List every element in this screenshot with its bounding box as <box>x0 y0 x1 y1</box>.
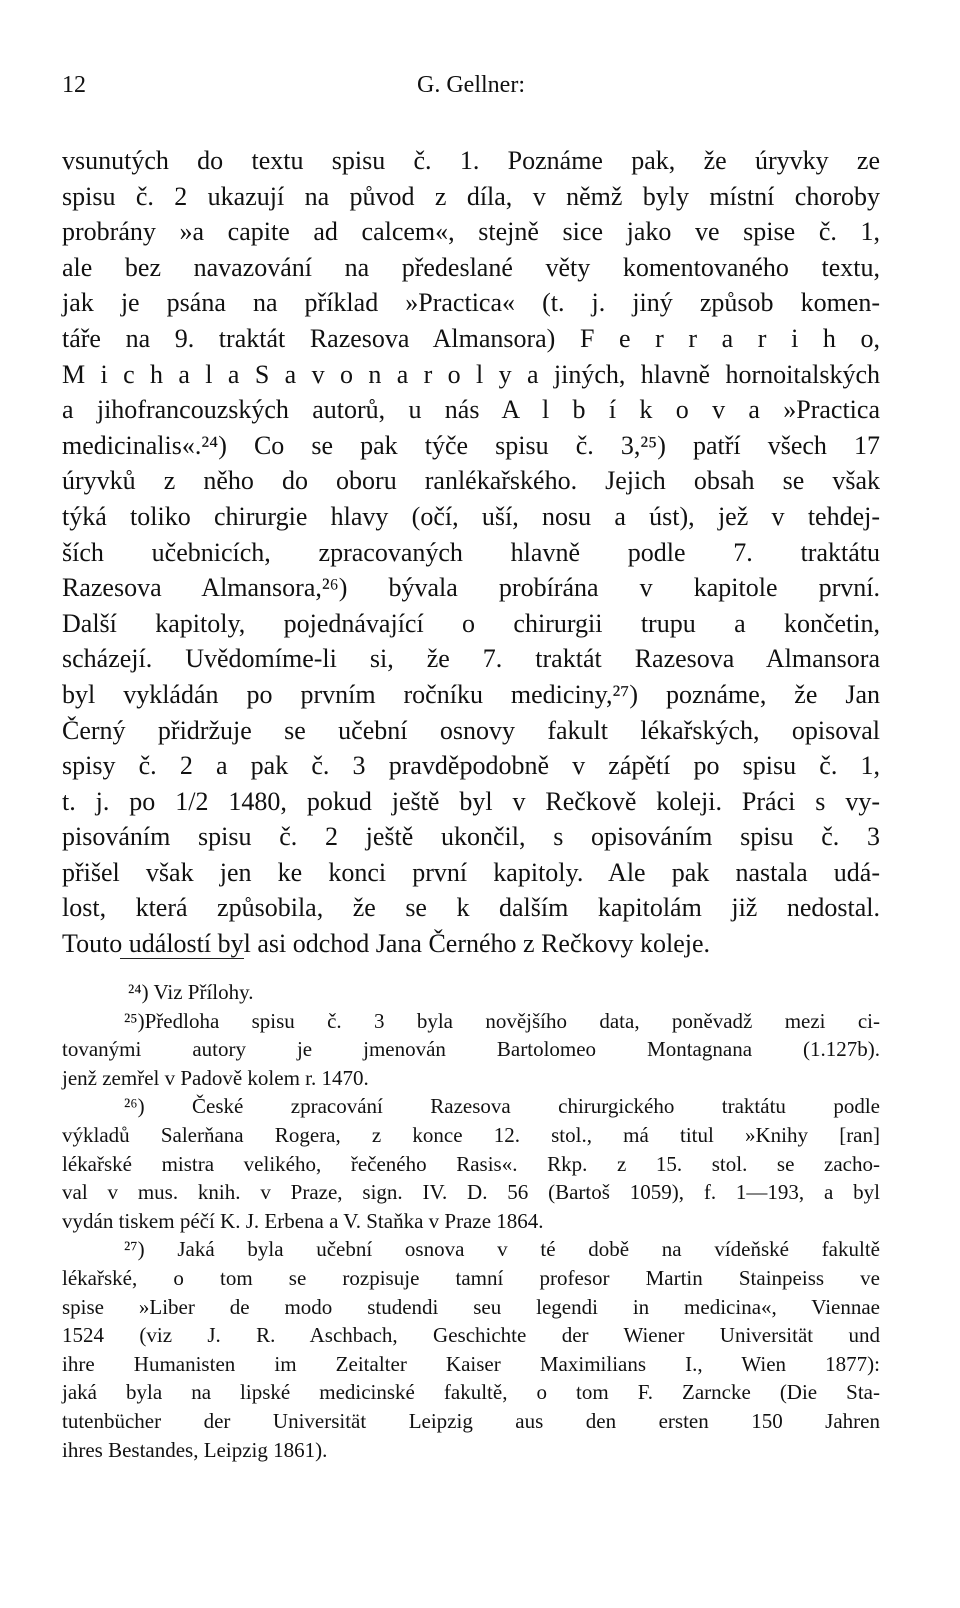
footnote-separator <box>120 958 244 959</box>
footnote-25 <box>62 1007 880 1093</box>
body-line: scházejí. Uvědomíme-li si, že 7. traktát Razesova Almansora <box>62 644 880 674</box>
footnote-line: val v mus. knih. v Praze, sign. IV. D. 56 (Bartoš 1059), f. 1—193, a byl <box>62 1180 880 1205</box>
footnote-line: ihre Humanisten im Zeitalter Kaiser Maximilians I., Wien 1877): <box>62 1351 880 1376</box>
body-line: probrány »a capite ad calcem«, stejně sice jako ve spise č. 1, <box>62 217 880 247</box>
body-line: vsunutých do textu spisu č. 1. Poznáme pak, že úryvky ze <box>62 146 880 175</box>
body-paragraph <box>62 143 880 962</box>
footnote-27 <box>62 1235 880 1464</box>
footnote-line: jenž zemřel v Padově kolem r. 1470. <box>62 1065 369 1090</box>
footnote-line: ²⁷) Jaká byla učební osnova v té době na vídeňské fakultě <box>124 1237 880 1262</box>
body-line: Černý přidržuje se učební osnovy fakult lékařských, opisoval <box>62 715 880 745</box>
body-line: spisu č. 2 ukazují na původ z díla, v němž byly místní choroby <box>62 181 880 211</box>
footnote-24 <box>62 978 880 1007</box>
footnotes <box>62 978 880 1464</box>
body-line: ších učebnicích, zpracovaných hlavně podle 7. traktátu <box>62 537 880 567</box>
body-line: Touto událostí byl asi odchod Jana Černého z Rečkovy koleje. <box>62 929 711 959</box>
footnote-26 <box>62 1092 880 1235</box>
body-line: Další kapitoly, pojednávající o chirurgii trupu a končetin, <box>62 608 880 638</box>
footnote-line: lékařské, o tom se rozpisuje tamní profesor Martin Stainpeiss ve <box>62 1265 880 1290</box>
body-line: pisováním spisu č. 2 ještě ukončil, s opisováním spisu č. 3 <box>62 822 880 852</box>
body-line: t. j. po 1/2 1480, pokud ještě byl v Rečkově koleji. Práci s vy- <box>62 786 880 816</box>
body-line: lost, která způsobila, že se k dalším kapitolám již nedostal. <box>62 893 880 923</box>
body-line: ale bez navazování na předeslané věty komentovaného textu, <box>62 252 880 282</box>
body-line: jak je psána na příklad »Practica« (t. j. jiný způsob komen- <box>62 288 880 318</box>
footnote-line: jaká byla na lipské medicinské fakultě, o tom F. Zarncke (Die Sta- <box>62 1380 880 1405</box>
body-line: medicinalis«.²⁴) Co se pak týče spisu č. 3,²⁵) patří všech 17 <box>62 430 880 460</box>
footnote-line: spise »Liber de modo studendi seu legendi in medicina«, Viennae <box>62 1294 880 1319</box>
footnote-line: ²⁵)Předloha spisu č. 3 byla novějšího data, poněvadž mezi ci- <box>124 1008 880 1033</box>
footnote-line: výkladů Salerňana Rogera, z konce 12. stol., má titul »Knihy [ran] <box>62 1122 880 1147</box>
footnote-line: ²⁶) České zpracování Razesova chirurgického traktátu podle <box>124 1094 880 1119</box>
body-line: přišel však jen ke konci první kapitoly. Ale pak nastala udá- <box>62 857 880 887</box>
body-line: spisy č. 2 a pak č. 3 pravděpodobně v zápětí po spisu č. 1, <box>62 751 880 781</box>
running-head: G. Gellner: <box>417 72 525 98</box>
footnote-line: tovanými autory je jmenován Bartolomeo Montagnana (1.127b). <box>62 1037 880 1062</box>
body-line: týká toliko chirurgie hlavy (očí, uší, nosu a úst), jež v tehdej- <box>62 501 880 531</box>
body-line: a jihofrancouzských autorů, u nás A l b í k o v a »Practica <box>62 395 880 425</box>
footnote-line: ²⁴) Viz Přílohy. <box>128 980 254 1004</box>
footnote-line: tutenbücher der Universität Leipzig aus den ersten 150 Jahren <box>62 1408 880 1433</box>
footnote-line: ihres Bestandes, Leipzig 1861). <box>62 1437 328 1462</box>
body-line: M i c h a l a S a v o n a r o l y a jiných, hlavně hornoitalských <box>62 359 880 389</box>
body-line: táře na 9. traktát Razesova Almansora) F e r r a r i h o, <box>62 323 880 353</box>
footnote-line: vydán tiskem péčí K. J. Erbena a V. Staňka v Praze 1864. <box>62 1208 544 1233</box>
body-line: byl vykládán po prvním ročníku mediciny,²⁷) poznáme, že Jan <box>62 679 880 709</box>
body-line: Razesova Almansora,²⁶) bývala probírána v kapitole první. <box>62 573 880 603</box>
footnote-line: 1524 (viz J. R. Aschbach, Geschichte der Wiener Universität und <box>62 1323 880 1348</box>
body-line: úryvků z něho do oboru ranlékařského. Jejich obsah se však <box>62 466 880 496</box>
footnote-line: lékařské mistra velikého, řečeného Rasis«. Rkp. z 15. stol. se zacho- <box>62 1151 880 1176</box>
page-number: 12 <box>62 72 86 98</box>
page-header <box>62 72 880 102</box>
